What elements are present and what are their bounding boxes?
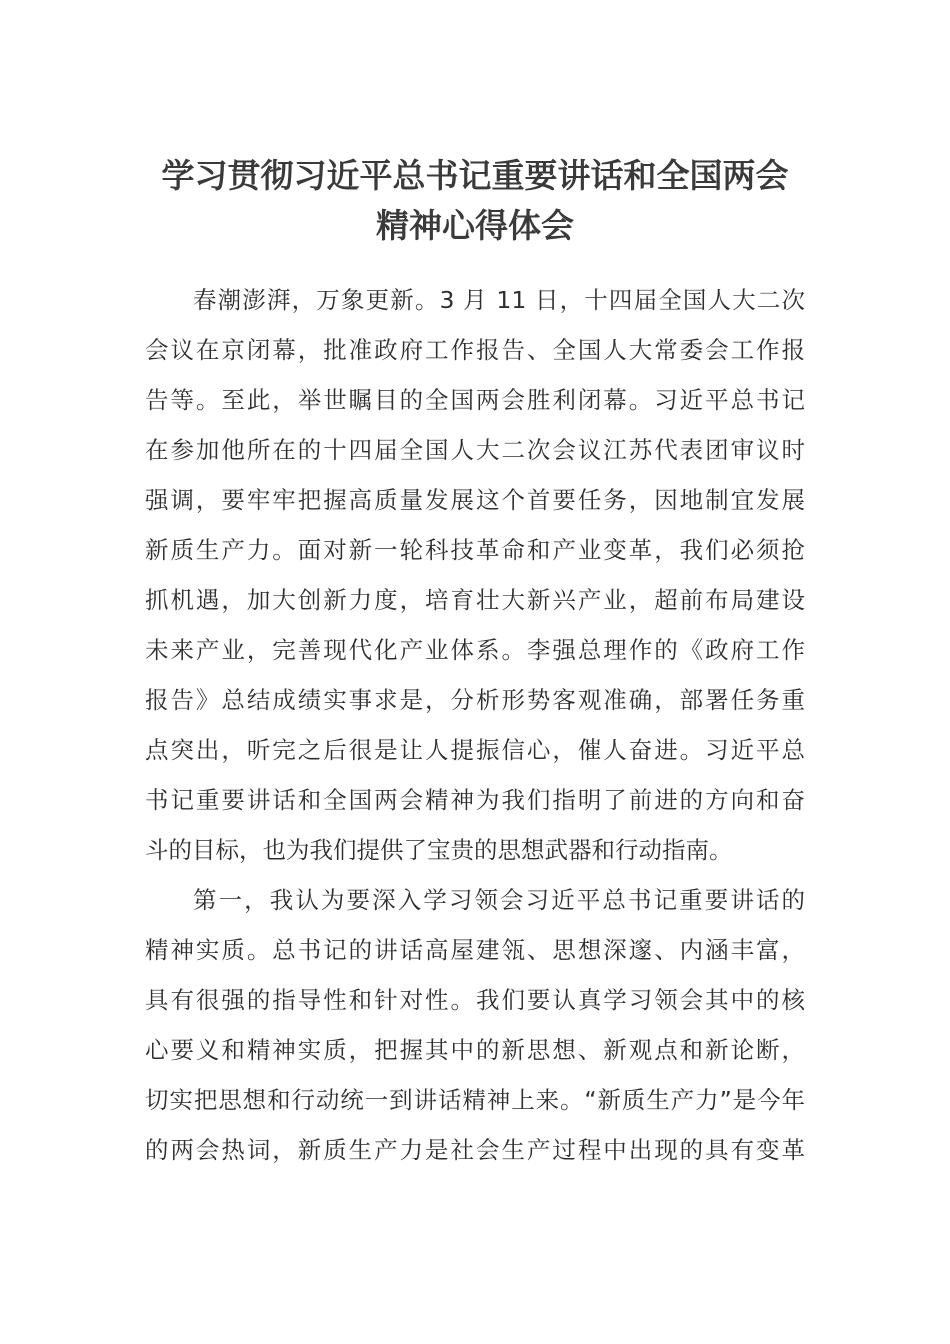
paragraph-line: 抓机遇，加大创新力度，培育壮大新兴产业，超前布局建设 [145, 586, 805, 614]
paragraph-line: 心要义和精神实质，把握其中的新思想、新观点和新论断， [145, 1036, 805, 1064]
paragraph-line: 书记重要讲话和全国两会精神为我们指明了前进的方向和奋 [145, 786, 805, 814]
paragraph-line: 在参加他所在的十四届全国人大二次会议江苏代表团审议时 [145, 436, 805, 464]
paragraph-line: 切实把思想和行动统一到讲话精神上来。“新质生产力”是今年 [145, 1086, 805, 1114]
paragraph-line: 第一，我认为要深入学习领会习近平总书记重要讲话的 [193, 886, 805, 914]
paragraph-line: 未来产业，完善现代化产业体系。李强总理作的《政府工作 [145, 636, 805, 664]
document-title-line-2: 精神心得体会 [376, 206, 574, 245]
paragraph-line: 报告》总结成绩实事求是，分析形势客观准确，部署任务重 [145, 686, 805, 714]
paragraph-line: 的两会热词，新质生产力是社会生产过程中出现的具有变革 [145, 1136, 805, 1164]
paragraph-line: 春潮澎湃，万象更新。3 月 11 日，十四届全国人大二次 [193, 286, 805, 314]
paragraph-line: 会议在京闭幕，批准政府工作报告、全国人大常委会工作报 [145, 336, 805, 364]
paragraph-line: 具有很强的指导性和针对性。我们要认真学习领会其中的核 [145, 986, 805, 1014]
paragraph-line: 精神实质。总书记的讲话高屋建瓴、思想深邃、内涵丰富， [145, 936, 805, 964]
paragraph-line: 点突出，听完之后很是让人提振信心，催人奋进。习近平总 [145, 736, 805, 764]
paragraph-line: 强调，要牢牢把握高质量发展这个首要任务，因地制宜发展 [145, 486, 805, 514]
paragraph-line: 告等。至此，举世瞩目的全国两会胜利闭幕。习近平总书记 [145, 386, 805, 414]
document-title-line-1: 学习贯彻习近平总书记重要讲话和全国两会 [161, 156, 789, 195]
paragraph-line: 新质生产力。面对新一轮科技革命和产业变革，我们必须抢 [145, 536, 805, 564]
paragraph-line: 斗的目标，也为我们提供了宝贵的思想武器和行动指南。 [145, 836, 733, 864]
